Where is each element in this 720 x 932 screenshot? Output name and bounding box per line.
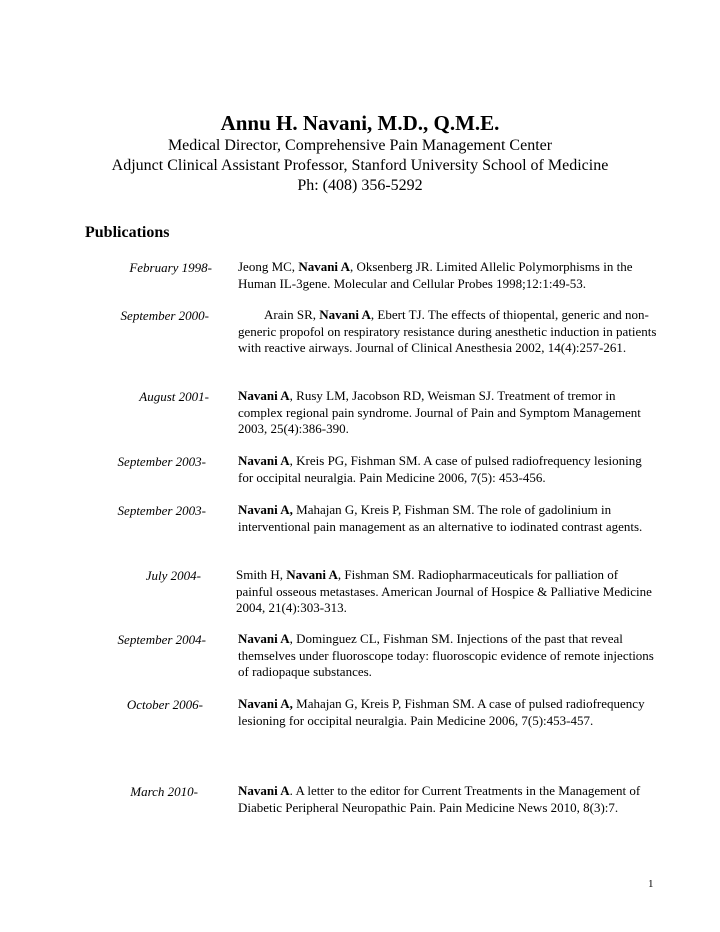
publication-date: September 2000- bbox=[120, 308, 209, 323]
document-header bbox=[0, 110, 720, 196]
publication-date: September 2004- bbox=[117, 632, 206, 647]
author-name: Annu H. Navani, M.D., Q.M.E. bbox=[220, 111, 500, 135]
publication-date: July 2004- bbox=[145, 568, 201, 583]
publication-citation: Arain SR, Navani A, Ebert TJ. The effects of thiopental, generic and non-generic propofol on respiratory resistance during anesthetic induction in patients with reactive airways. Journal of Clinical Anesthesia 2002, 14(4):257-261. bbox=[238, 307, 657, 355]
publication-citation: Navani A, Rusy LM, Jacobson RD, Weisman SJ. Treatment of tremor in complex regional pain syndrome. Journal of Pain and Symptom Management 2003, 25(4):386-390. bbox=[238, 388, 641, 436]
publication-date: October 2006- bbox=[126, 697, 203, 712]
publication-date: September 2003- bbox=[117, 454, 206, 469]
publication-date: February 1998- bbox=[129, 260, 212, 275]
section-title-publications: Publications bbox=[85, 224, 170, 241]
publication-date: September 2003- bbox=[117, 503, 206, 518]
publication-citation: Navani A, Kreis PG, Fishman SM. A case of pulsed radiofrequency lesioning for occipital neuralgia. Pain Medicine 2006, 7(5): 453-456. bbox=[238, 453, 642, 485]
publication-citation: Navani A, Mahajan G, Kreis P, Fishman SM. The role of gadolinium in interventional pain management as an alternative to iodinated contrast agents. bbox=[238, 502, 643, 534]
title-line-1: Medical Director, Comprehensive Pain Management Center bbox=[167, 137, 553, 154]
publication-citation: Smith H, Navani A, Fishman SM. Radiopharmaceuticals for palliation of painful osseous metastases. American Journal of Hospice & Palliative Medicine 2004, 21(4):303-313. bbox=[236, 567, 652, 615]
title-line-2: Adjunct Clinical Assistant Professor, Stanford University School of Medicine bbox=[111, 157, 609, 174]
publication-citation: Jeong MC, Navani A, Oksenberg JR. Limited Allelic Polymorphisms in the Human IL-3gene. Molecular and Cellular Probes 1998;12:1:49-53. bbox=[238, 259, 633, 291]
publication-citation: Navani A, Dominguez CL, Fishman SM. Injections of the past that reveal themselves under fluoroscope today: fluoroscopic evidence of remote injections of radiopaque substances. bbox=[238, 631, 654, 679]
publication-citation: Navani A. A letter to the editor for Current Treatments in the Management of Diabetic Peripheral Neuropathic Pain. Pain Medicine News 2010, 8(3):7. bbox=[238, 783, 641, 815]
phone-line: Ph: (408) 356-5292 bbox=[297, 177, 423, 194]
publication-citation: Navani A, Mahajan G, Kreis P, Fishman SM. A case of pulsed radiofrequency lesioning for occipital neuralgia. Pain Medicine 2006, 7(5):453-457. bbox=[238, 696, 645, 728]
publication-date: March 2010- bbox=[130, 784, 198, 799]
publication-date: August 2001- bbox=[139, 389, 209, 404]
page-number: 1 bbox=[648, 878, 654, 890]
